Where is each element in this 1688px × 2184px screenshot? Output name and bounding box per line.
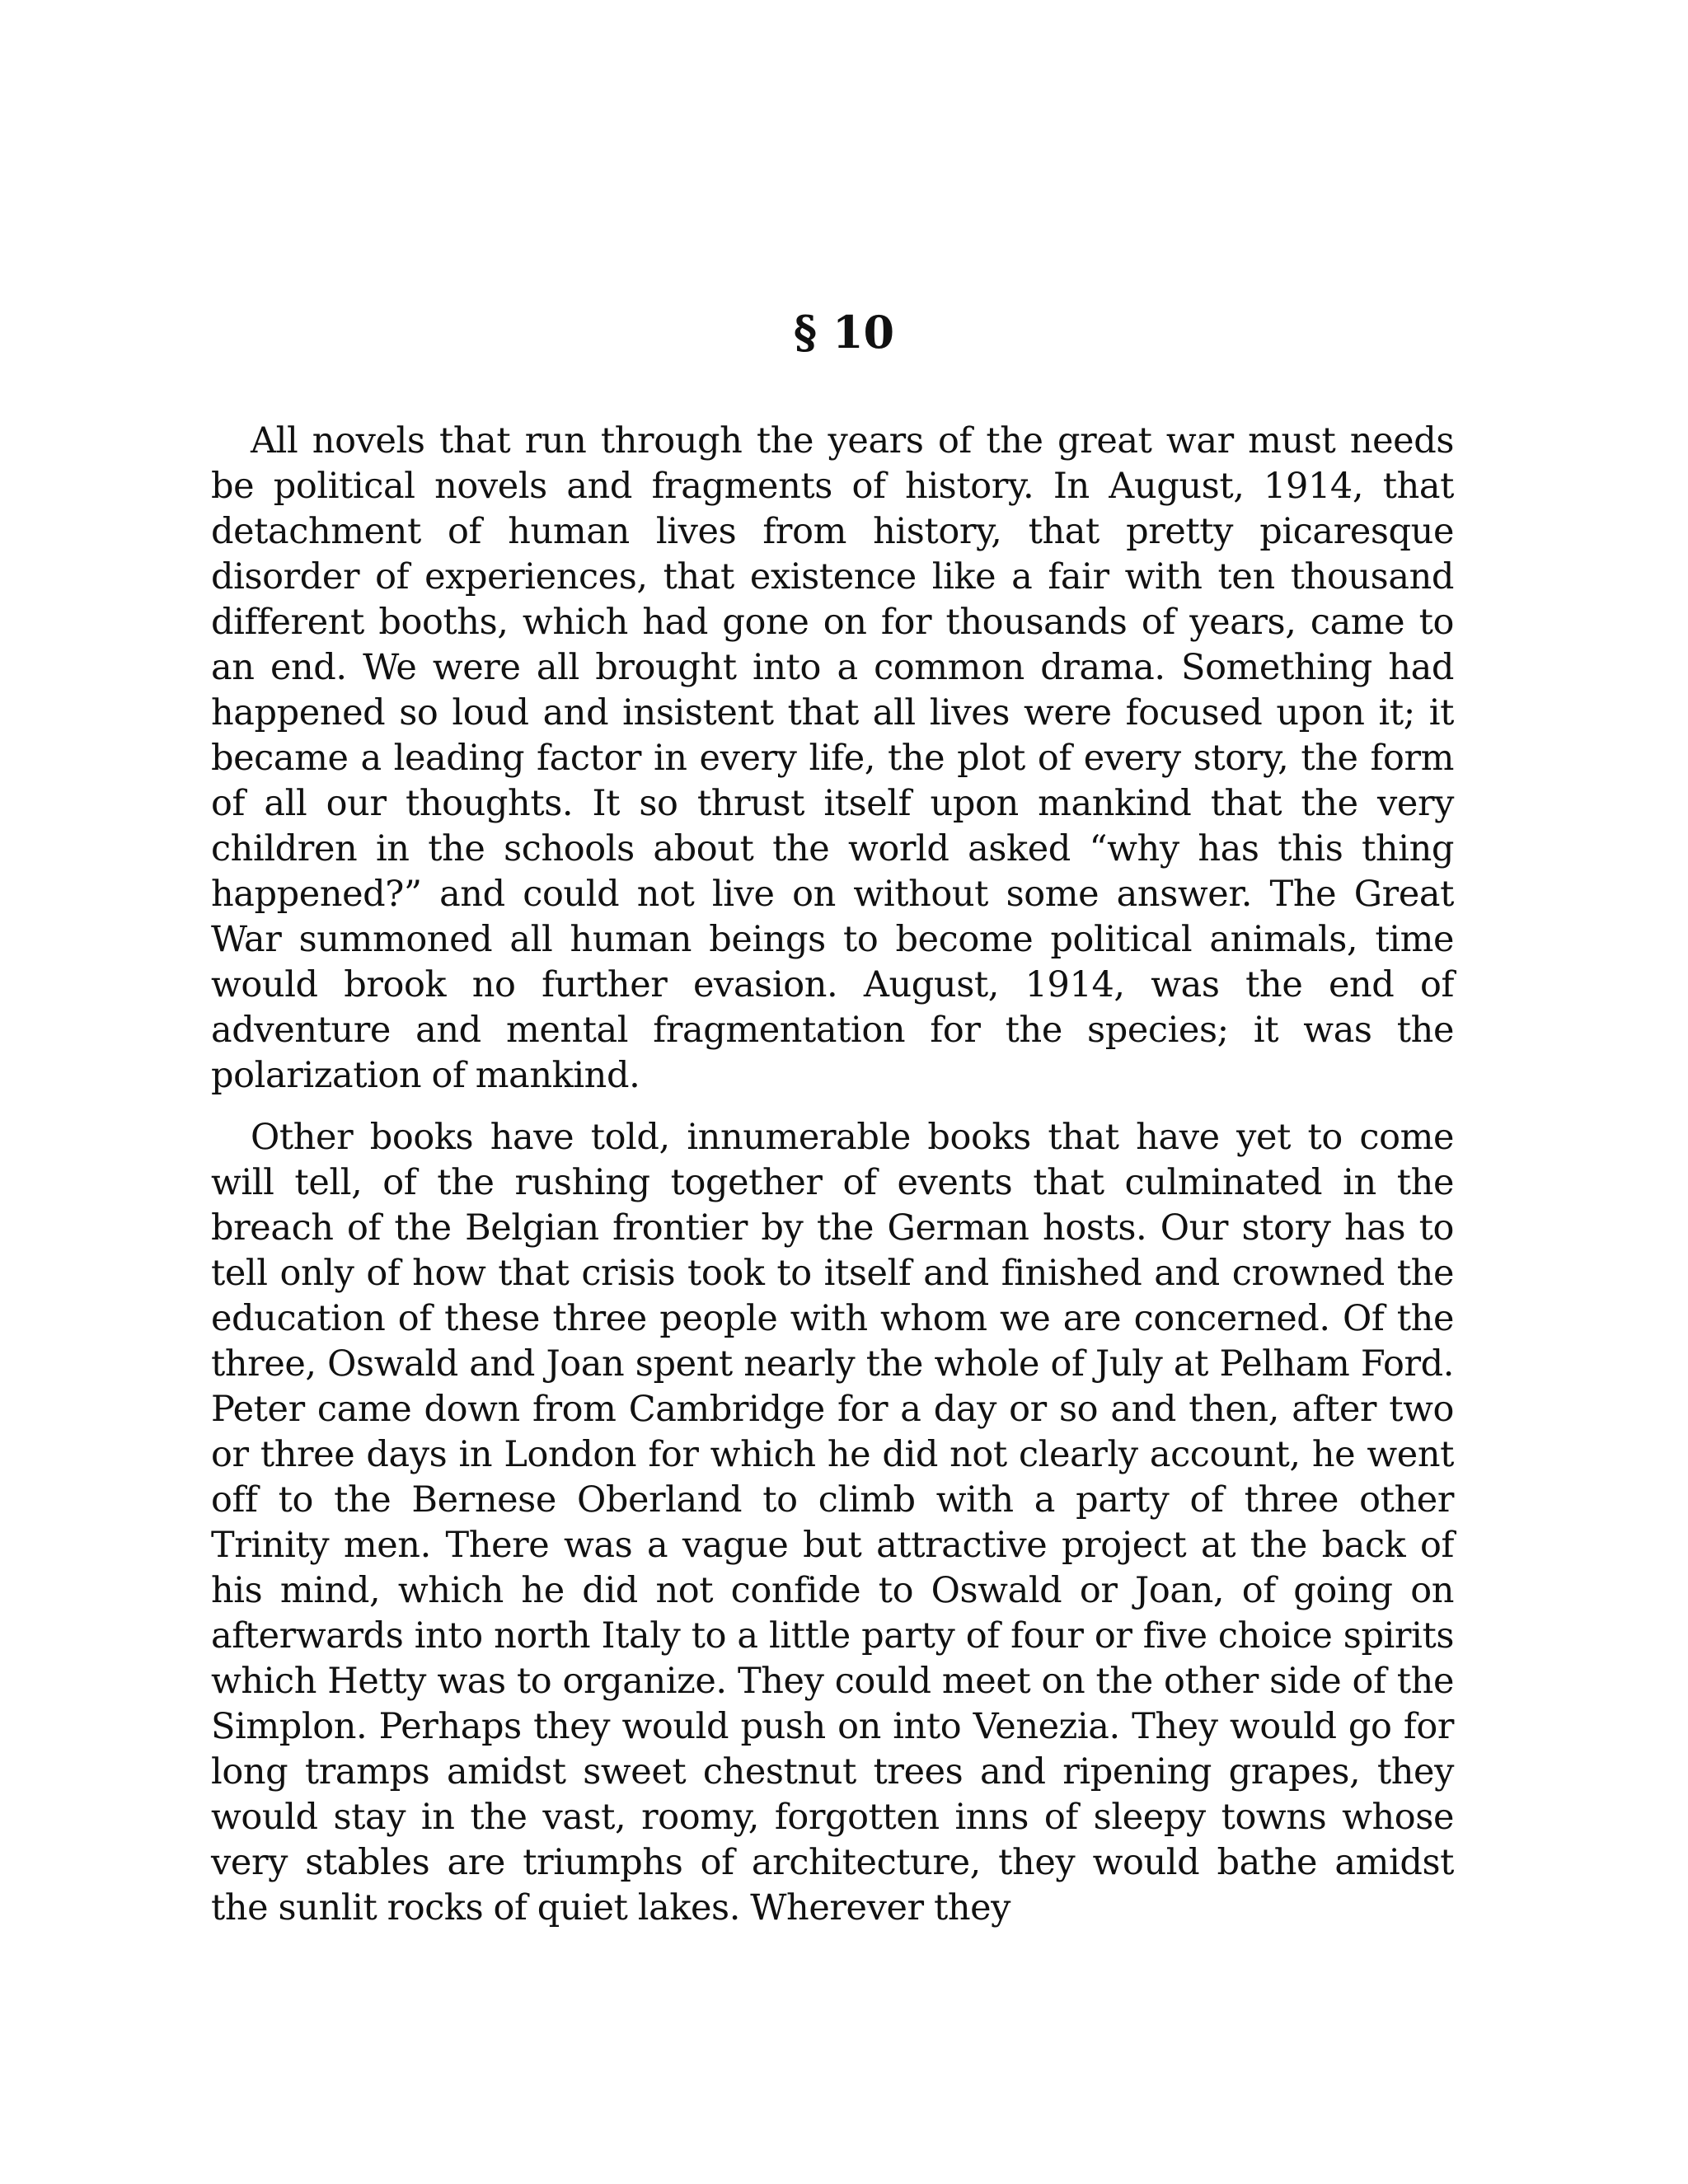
paragraph-1: All novels that run through the years of the great war must needs be political novels and fragments of history. In August, 1914, that detachment of human lives from history, that pretty picaresque disorder of experiences, that existence like a fair with ten thousand different booths, which had gone on for thousands of years, came to an end. We were all brought into a common drama. Something had happened so loud and insistent that all lives were focused upon it; it became a leading factor in every life, the plot of every story, the form of all our thoughts. It so thrust itself upon mankind that the very children in the schools about the world asked “why has this thing happened?” and could not live on without some answer. The Great War summoned all human beings to become political animals, time would brook no further evasion. August, 1914, was the end of adventure and mental fragmentation for the species; it was the polarization of mankind. — [211, 420, 1454, 1096]
paragraph-2: Other books have told, innumerable books that have yet to come will tell, of the rushing together of events that culminated in the breach of the Belgian frontier by the German hosts. Our story has to tell only of how that crisis took to itself and finished and crowned the education of these three people with whom we are concerned. Of the three, Oswald and Joan spent nearly the whole of July at Pelham Ford. Peter came down from Cambridge for a day or so and then, after two or three days in London for which he did not clearly account, he went off to the Bernese Oberland to climb with a party of three other Trinity men. There was a vague but attractive project at the back of his mind, which he did not confide to Oswald or Joan, of going on afterwards into north Italy to a little party of four or five choice spirits which Hetty was to organize. They could meet on the other side of the Simplon. Perhaps they would push on into Venezia. They would go for long tramps amidst sweet chestnut trees and ripening grapes, they would stay in the vast, roomy, forgotten inns of sleepy towns whose very stables are triumphs of architecture, they would bathe amidst the sunlit rocks of quiet lakes. Wherever they — [211, 1117, 1454, 1929]
body-text — [211, 419, 1454, 1947]
section-heading: § 10 — [793, 306, 895, 359]
